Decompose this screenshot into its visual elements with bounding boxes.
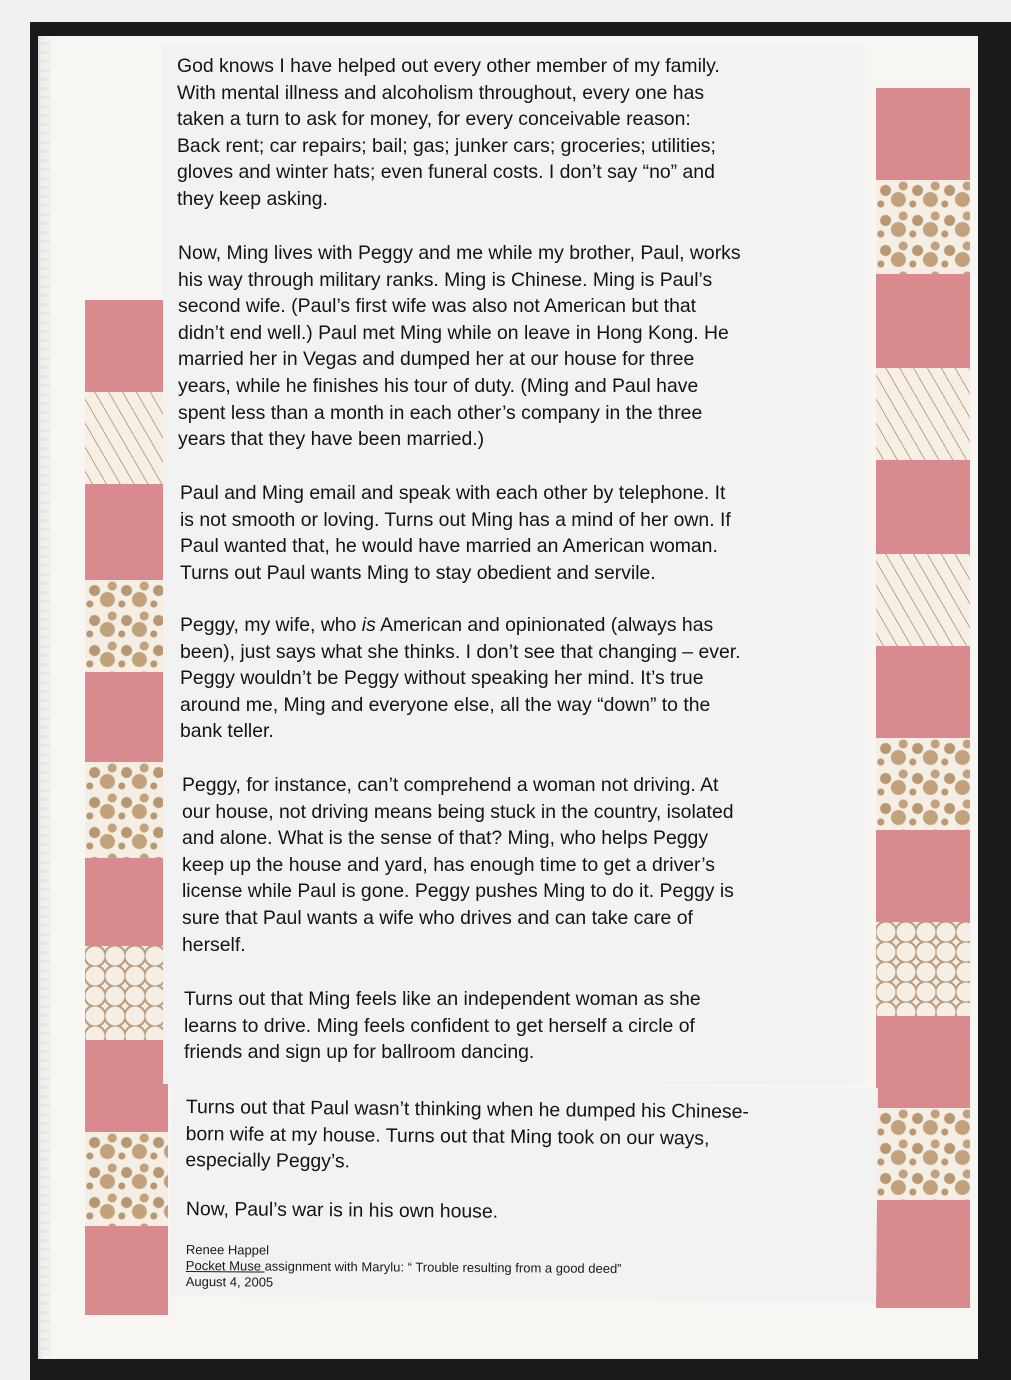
- emphasis-is: is: [361, 614, 376, 636]
- floral-paper-tile: [85, 762, 168, 858]
- paragraph-peggy-rest: American and opinionated (always has been), just says what she thinks. I don’t see that changing – ever. Peggy wouldn’t be Peggy without speaking her mind. It’s true around me, Ming and everyone else, all the way “down” to the bank teller.: [180, 614, 741, 743]
- floral-paper-tile: [876, 180, 970, 274]
- pink-tile: [876, 646, 970, 738]
- left-decorative-strip: [85, 300, 168, 1315]
- floral-paper-tile: [85, 1132, 168, 1226]
- pink-tile: [876, 1200, 970, 1308]
- author-name: Renee Happel: [185, 1242, 270, 1258]
- wave-paper-tile: [876, 368, 970, 460]
- right-decorative-strip: [876, 88, 970, 1308]
- pink-tile: [85, 1040, 168, 1132]
- paragraph-peggy: [180, 612, 741, 745]
- pink-tile: [876, 88, 970, 180]
- floral-paper-tile: [876, 554, 970, 646]
- date-line: August 4, 2005: [185, 1273, 274, 1290]
- floral-paper-tile: [85, 392, 168, 484]
- pink-tile: [85, 1226, 168, 1315]
- assignment-text: assignment with Marylu: “ Trouble resulting from a good deed”: [264, 1258, 622, 1277]
- credits-block: [186, 1242, 622, 1293]
- lattice-paper-tile: [876, 922, 970, 1016]
- paragraph-email: Paul and Ming email and speak with each other by telephone. It is not smooth or loving. Turns out Ming has a mind of her own. If Paul wanted that, he would have married an American woman. Turns out Paul wants Ming to stay obedient and servile.: [180, 482, 731, 584]
- pink-tile: [876, 1016, 970, 1108]
- paragraph-turns-out: Turns out that Paul wasn’t thinking when he dumped his Chinese- born wife at my house. Turns out that Ming took on our ways, especially Peggy’s.: [185, 1095, 749, 1173]
- deckle-edge: [40, 38, 50, 1356]
- pink-tile: [85, 300, 168, 392]
- paragraph-family: God knows I have helped out every other member of my family. With mental illness and alcoholism throughout, every one has taken a turn to ask for money, for every conceivable reason: Back rent; car repairs; bail; gas; junker cars; groceries; utilities; gloves and winter hats; even funeral costs. I don’t say “no” and they keep asking.: [177, 55, 720, 210]
- paragraph-war: Now, Paul’s war is in his own house.: [185, 1197, 499, 1223]
- pink-tile: [85, 672, 168, 762]
- pink-tile: [85, 858, 168, 946]
- book-title: Pocket Muse: [185, 1257, 265, 1274]
- paragraph-independent: Turns out that Ming feels like an independent woman as she learns to drive. Ming feels confident to get herself a circle of friends and sign up for ballroom dancing.: [184, 988, 701, 1064]
- pink-tile: [85, 484, 168, 580]
- pink-tile: [876, 460, 970, 554]
- floral-paper-tile: [85, 580, 168, 672]
- paragraph-ming-intro: Now, Ming lives with Peggy and me while my brother, Paul, works his way through military ranks. Ming is Chinese. Ming is Paul’s second wife. (Paul’s first wife was also not American but that didn’t end well.) Paul met Ming while on leave in Hong Kong. He married her in Vegas and dumped her at our house for three years, while he finishes his tour of duty. (Ming and Paul have spent less than a month in each other’s company in the three years that they have been married.): [178, 242, 741, 451]
- paragraph-peggy-start: Peggy, my wife, who: [180, 614, 362, 636]
- lattice-paper-tile: [85, 946, 168, 1040]
- pink-tile: [876, 830, 970, 922]
- paragraph-driving: Peggy, for instance, can’t comprehend a woman not driving. At our house, not driving means being stuck in the country, isolated and alone. What is the sense of that? Ming, who helps Peggy keep up the house and yard, has enough time to get a driver’s license while Paul is gone. Peggy pushes Ming to do it. Peggy is sure that Paul wants a wife who drives and can take care of herself.: [182, 774, 734, 956]
- floral-paper-tile: [876, 738, 970, 830]
- pink-tile: [876, 274, 970, 368]
- floral-paper-tile: [876, 1108, 970, 1200]
